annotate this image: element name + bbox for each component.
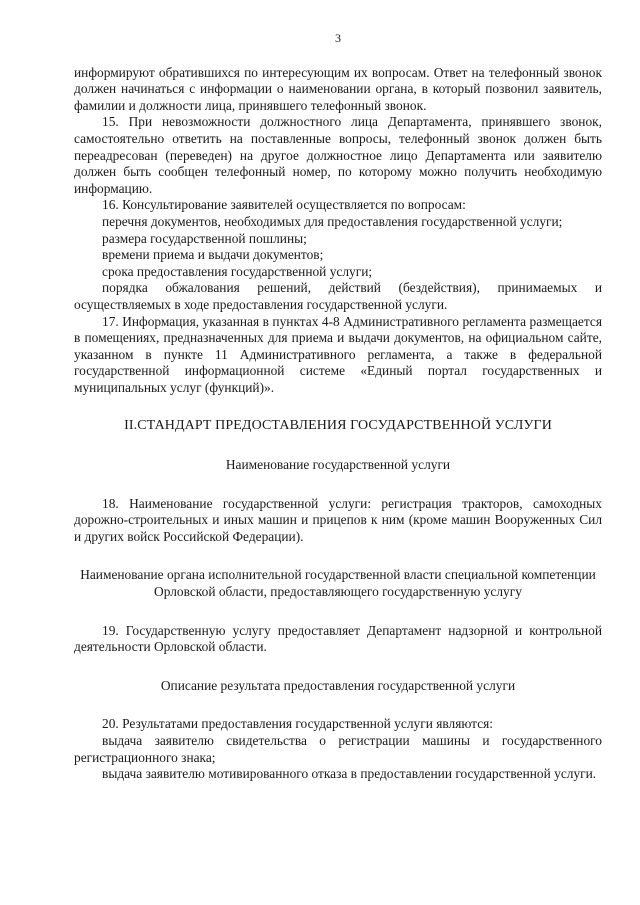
paragraph-17: 17. Информация, указанная в пунктах 4-8 Административного регламента размещается в помещениях, предназначенных для приема и выдачи документов, на официальном сайте, указанном в пункте 11 Административного регламента, а также в федеральной государственной информационной системе «Единый портал государственных и муниципальных услуг (функций)». xyxy=(74,313,602,395)
paragraph-continuation: информируют обратившихся по интересующим их вопросам. Ответ на телефонный звонок должен начинаться с информации о наименовании органа, в который позвонил заявитель, фамилии и должности лица, принявшего телефонный звонок. xyxy=(74,64,602,113)
paragraph-18: 18. Наименование государственной услуги: регистрация тракторов, самоходных дорожно-строительных и иных машин и прицепов к ним (кроме машин Вооруженных Сил и других войск Российской Федерации). xyxy=(74,495,602,544)
section-title: II.СТАНДАРТ ПРЕДОСТАВЛЕНИЯ ГОСУДАРСТВЕННОЙ УСЛУГИ xyxy=(124,418,552,434)
heading-service-name: Наименование государственной услуги xyxy=(225,457,451,473)
paragraph-19: 19. Государственную услугу предоставляет Департамент надзорной и контрольной деятельности Орловской области. xyxy=(74,622,602,655)
list-item: времени приема и выдачи документов; xyxy=(102,247,324,263)
page-number: 3 xyxy=(335,31,341,45)
paragraph-20: 20. Результатами предоставления государственной услуги являются: xyxy=(102,716,494,732)
paragraph-15: 15. При невозможности должностного лица Департамента, принявшего звонок, самостоятельно ответить на поставленные вопросы, телефонный звонок должен быть переадресован (переведен) на другое должностное лицо Департамента или заявителю должен быть сообщен телефонный номер, по которому можно получить необходимую информацию. xyxy=(74,114,602,196)
list-item: перечня документов, необходимых для предоставления государственной услуги; xyxy=(102,213,563,229)
list-item: порядка обжалования решений, действий (бездействия), принимаемых и осуществляемых в ходе предоставления государственной услуги. xyxy=(74,280,602,312)
list-item: выдача заявителю свидетельства о регистрации машины и государственного регистрационного знака; xyxy=(74,733,602,765)
list-item: срока предоставления государственной услуги; xyxy=(102,263,373,279)
heading-result: Описание результата предоставления государственной услуги xyxy=(160,677,516,693)
paragraph-16: 16. Консультирование заявителей осуществляется по вопросам: xyxy=(102,197,466,213)
list-item: размера государственной пошлины; xyxy=(102,230,307,246)
list-item: выдача заявителю мотивированного отказа в предоставлении государственной услуги. xyxy=(102,766,597,782)
heading-organ-name: Наименование органа исполнительной государственной власти специальной компетенции Орловской области, предоставляющего государственную услугу xyxy=(80,567,596,600)
